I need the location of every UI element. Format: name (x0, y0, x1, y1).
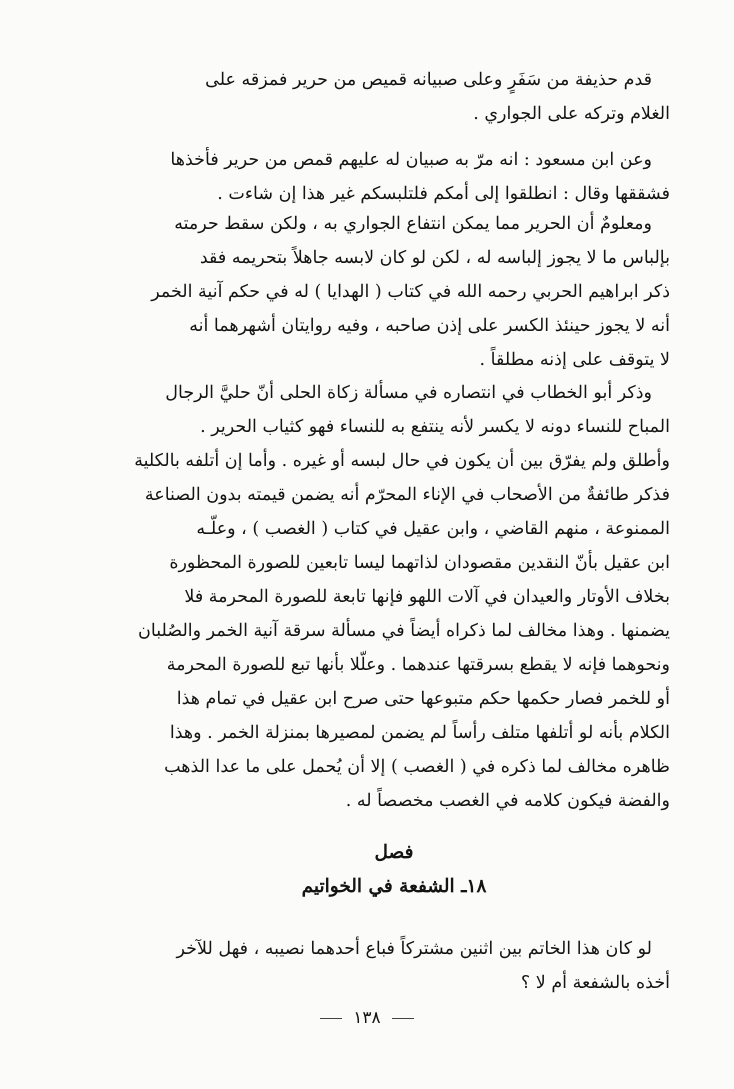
text-line: فشققها وقال : انطلقوا إلى أمكم فلتلبسكم غير هذا إن شاءت . (217, 184, 670, 204)
text-line: أو للخمر فصار حكمها حكم متبوعها حتى صرح ابن عقيل في تمام هذا (176, 689, 670, 709)
text-line: ومعلومٌ أن الحرير مما يمكن انتفاع الجواري به ، ولكن سقط حرمته (174, 214, 652, 234)
page-number-value: ١٣٨ (353, 1008, 381, 1028)
text-line: فذكر طائفةٌ من الأصحاب في الإناء المحرّم أنه يضمن قيمته بدون الصناعة (144, 485, 670, 505)
section-title: ١٨ـ الشفعة في الخواتيم (301, 876, 487, 897)
text-line: بإلباس ما لا يجوز إلباسه له ، لكن لو كان لابسه جاهلاً بتحريمه فقد (199, 248, 670, 268)
text-line: والفضة فيكون كلامه في الغصب مخصصاً له . (345, 791, 670, 811)
text-line: أنه لا يجوز حينئذ الكسر على إذن صاحبه ، وفيه روايتان أشهرهما أنه (189, 316, 670, 336)
page-number-dash-right (392, 1018, 414, 1019)
page-number-dash-left (320, 1018, 342, 1019)
section-label: فصل (374, 842, 414, 863)
text-line: ذكر ابراهيم الحربي رحمه الله في كتاب ( الهدايا ) له في حكم آنية الخمر (151, 282, 670, 302)
paragraph-ring-shufa (118, 932, 670, 1000)
text-line: الكلام بأنه لو أتلفها متلف رأساً لم يضمن لمصيرها بمنزلة الخمر . وهذا (169, 723, 670, 743)
paragraph-silk (118, 207, 670, 377)
text-line: وأطلق ولم يفرّق بين أن يكون في حال لبسه أو غيره . وأما إن أتلفه بالكلية (134, 451, 670, 471)
text-line: ظاهره مخالف لما ذكره في ( الغصب ) إلا أن يُحمل على ما عدا الذهب (164, 757, 670, 777)
text-line: أخذه بالشفعة أم لا ؟ (520, 973, 670, 993)
page-number (0, 1008, 734, 1028)
text-line: ونحوهما فإنه لا يقطع بسرقتها عندهما . وعلّلا بأنها تبع للصورة المحرمة (166, 655, 670, 675)
paragraph-hudhayfa (118, 63, 670, 131)
text-line: ابن عقيل بأنّ النقدين مقصودان لذاتهما ليسا تابعين للصورة المحظورة (169, 553, 670, 573)
text-line: لو كان هذا الخاتم بين اثنين مشتركاً فباع أحدهما نصيبه ، فهل للآخر (176, 939, 652, 959)
text-line: بخلاف الأوتار والعيدان في آلات اللهو فإنها تابعة للصورة المحرمة فلا (184, 587, 670, 607)
text-line: يضمنها . وهذا مخالف لما ذكراه أيضاً في مسألة سرقة آنية الخمر والصُلبان (138, 621, 670, 641)
text-line: وعن ابن مسعود : انه مرّ به صبيان له عليهم قمص من حرير فأخذها (170, 150, 652, 170)
text-line: الممنوعة ، منهم القاضي ، وابن عقيل في كتاب ( الغصب ) ، وعلّـه (196, 519, 670, 539)
text-line: قدم حذيفة من سَفَرٍ وعلى صبيانه قميص من حرير فمزقه على (205, 70, 652, 90)
paragraph-abu-khattab (118, 376, 670, 818)
text-line: لا يتوقف على إذنه مطلقاً . (479, 350, 670, 370)
paragraph-ibn-masud (118, 143, 670, 211)
text-line: المباح للنساء دونه لا يكسر لأنه ينتفع به للنساء فهو كثياب الحرير . (200, 417, 670, 437)
text-line: وذكر أبو الخطاب في انتصاره في مسألة زكاة الحلى أنّ حليَّ الرجال (165, 383, 652, 403)
text-line: الغلام وتركه على الجواري . (473, 104, 670, 124)
